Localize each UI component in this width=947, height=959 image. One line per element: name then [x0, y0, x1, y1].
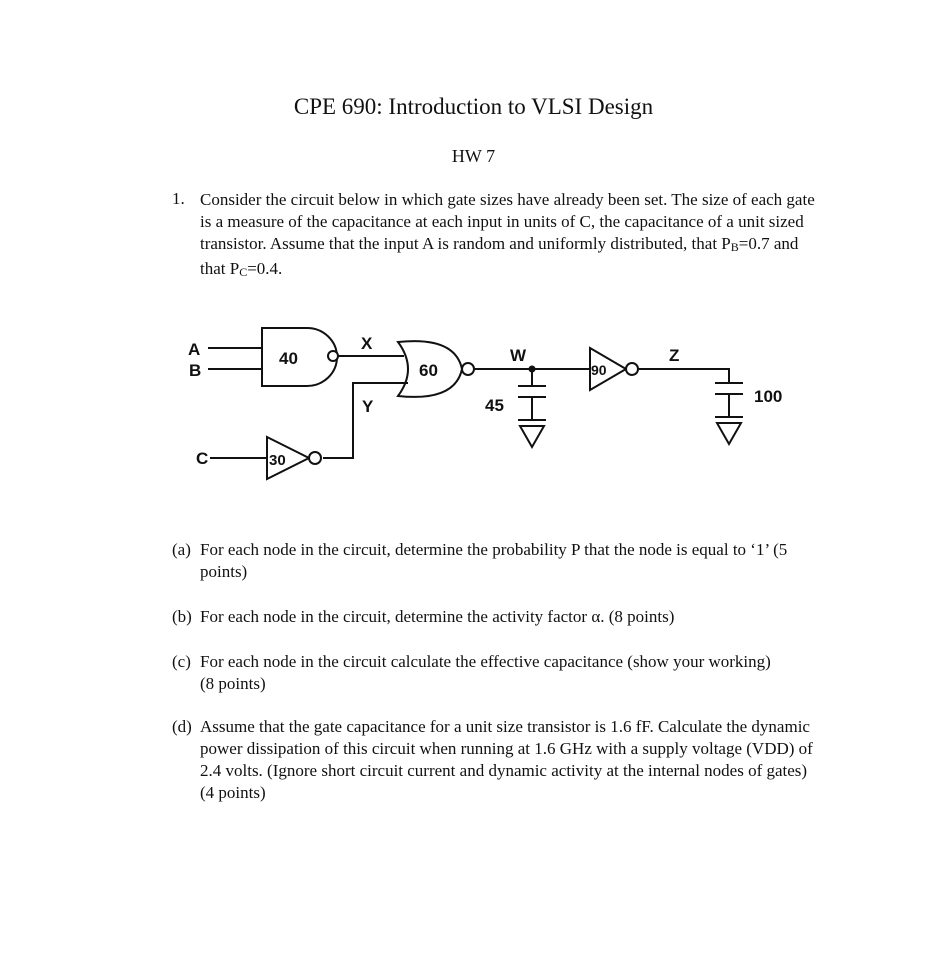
node-y-label: Y [362, 397, 374, 416]
pb-subscript: B [730, 240, 739, 254]
question-number: 1. [172, 189, 185, 208]
nand-gate [262, 328, 337, 386]
part-b-text: For each node in the circuit, determine the activity factor α. (8 points) [200, 607, 675, 626]
question-intro: Consider the circuit below in which gate sizes have already been set. The size of each gate is a measure of the capacitance at each input in units of C, the capacitance of a unit sized transistor. Assume that the input A is random and uniformly distributed, that P [200, 190, 815, 253]
homework-label: HW 7 [451, 146, 496, 166]
nor-bubble [462, 363, 474, 375]
part-a-label: (a) [172, 540, 191, 559]
wire-y [323, 383, 408, 458]
ground-z-icon [717, 423, 741, 444]
part-b [172, 606, 822, 628]
node-z-label: Z [669, 346, 680, 365]
part-c [172, 651, 782, 695]
part-d [172, 716, 822, 804]
input-a-label: A [188, 340, 201, 359]
cap-w-label: 45 [485, 396, 504, 415]
part-c-text: For each node in the circuit calculate the effective capacitance (show your working) (8 points) [200, 652, 771, 693]
cap-z-label: 100 [754, 387, 783, 406]
inverter-c-size-label: 30 [269, 452, 286, 469]
pb-value: =0.7 and that P [200, 234, 799, 278]
part-a-text: For each node in the circuit, determine the probability P that the node is equal to ‘1’ (5 points) [200, 540, 788, 581]
node-w-label: W [510, 346, 527, 365]
wire-z [638, 369, 729, 383]
nand-bubble [328, 351, 338, 361]
input-b-label: B [189, 361, 202, 380]
nor-size-label: 60 [419, 361, 438, 380]
part-b-label: (b) [172, 607, 192, 626]
inverter-w-bubble [626, 363, 638, 375]
ground-w-icon [520, 426, 544, 447]
inverter-w-size-label: 90 [591, 362, 607, 378]
part-c-label: (c) [172, 652, 191, 671]
part-a [172, 539, 822, 583]
nand-size-label: 40 [279, 349, 298, 368]
pc-subscript: C [239, 265, 248, 279]
page-title: CPE 690: Introduction to VLSI Design [293, 94, 654, 119]
node-x-label: X [361, 334, 373, 353]
pc-value: =0.4. [247, 259, 283, 278]
part-d-label: (d) [172, 717, 192, 736]
part-d-text: Assume that the gate capacitance for a unit size transistor is 1.6 fF. Calculate the dynamic power dissipation of this circuit when running at 1.6 GHz with a supply voltage (VDD) of 2.4 volts. (Ignore short circuit current and dynamic activity at the internal nodes of gates) (4 points) [200, 717, 813, 802]
input-c-label: C [196, 449, 209, 468]
inverter-c-bubble [309, 452, 321, 464]
